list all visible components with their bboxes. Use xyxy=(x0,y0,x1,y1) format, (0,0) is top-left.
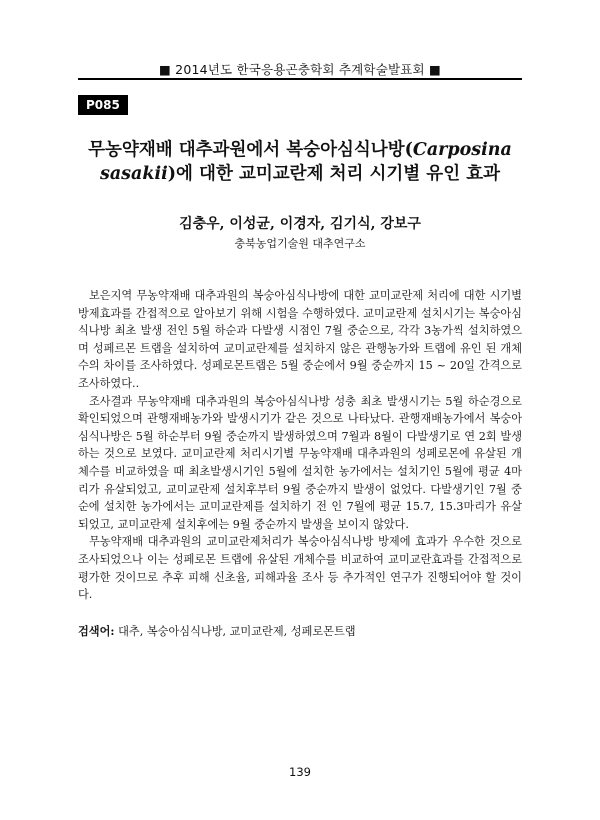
keywords xyxy=(78,623,522,639)
conference-header: ■ 2014년도 한국응용곤충학회 추계학술발표회 ■ xyxy=(158,62,441,77)
abstract-paragraph-1: 보은지역 무농약재배 대추과원의 복숭아심식나방에 대한 교미교란제 처리에 대한 시기별 방제효과를 간접적으로 알아보기 위해 시험을 수행하였다. 교미교란제 설치시기는 복숭아심식나방 최초 발생 전인 5월 하순과 다발생 시점인 7월 중순으로, 각각 3농가씩 설치하였으며 성페르몬 트랩을 설치하여 교미교란제를 설치하지 않은 관행농가와 트랩에 유인 된 개체수의 차이를 조사하였다. 성페로몬트랩은 5월 중순에서 9월 중순까지 15 ~ 20일 간격으로 조사하였다.. xyxy=(78,289,522,390)
abstract-paragraph-3: 무농약재배 대추과원의 교미교란제처리가 복숭아심식나방 방제에 효과가 우수한 것으로 조사되었으나 이는 성페로몬 트랩에 유살된 개체수를 비교하여 교미교란효과를 간접적으로 평가한 것이므로 추후 피해 신초율, 피해과율 조사 등 추가적인 연구가 진행되어야 할 것이다. xyxy=(78,535,522,602)
title-part1: 무농약재배 대추과원에서 복숭아심식나방( xyxy=(88,140,413,160)
affiliation: 충북농업기술원 대추연구소 xyxy=(234,237,366,250)
page-number: 139 xyxy=(289,765,311,779)
poster-id-badge: P085 xyxy=(78,95,128,115)
header-rule xyxy=(78,78,522,80)
author-list: 김충우, 이성균, 이경자, 김기식, 강보구 xyxy=(179,216,421,232)
title-scientific-name: Carposina sasakii xyxy=(99,140,512,184)
paper-title xyxy=(78,138,522,186)
abstract-body xyxy=(78,287,522,604)
keywords-label: 검색어: xyxy=(78,624,115,638)
title-part2: )에 대한 교미교란제 처리 시기별 유인 효과 xyxy=(167,164,501,184)
abstract-paragraph-2: 조사결과 무농약재배 대추과원의 복숭아심식나방 성충 최초 발생시기는 5월 하순경으로 확인되었으며 관행재배농가와 발생시기가 같은 것으로 나타났다. 관행재배농가에서 복숭아심식나방은 5월 하순부터 9월 중순까지 발생하였으며 7월과 8월이 다발생기로 연 2회 발생하는 것으로 보였다. 교미교란제 처리시기별 무농약재배 대추과원의 성페로몬에 유살된 개체수를 비교하였을 때 최초발생시기인 5월에 설치한 농가에서는 설치기인 5월에 평균 4마리가 유살되었고, 교미교란제 설치후부터 9월 중순까지 발생이 없었다. 다발생기인 7월 중순에 설치한 농가에서는 교미교란제를 설치하기 전 인 7월에 평균 15.7, 15.3마리가 유살되었고, 교미교란제 설치후에는 9월 중순까지 발생을 보이지 않았다. xyxy=(78,394,522,531)
keywords-value: 대추, 복숭아심식나방, 교미교란제, 성페로몬트랩 xyxy=(118,625,356,638)
